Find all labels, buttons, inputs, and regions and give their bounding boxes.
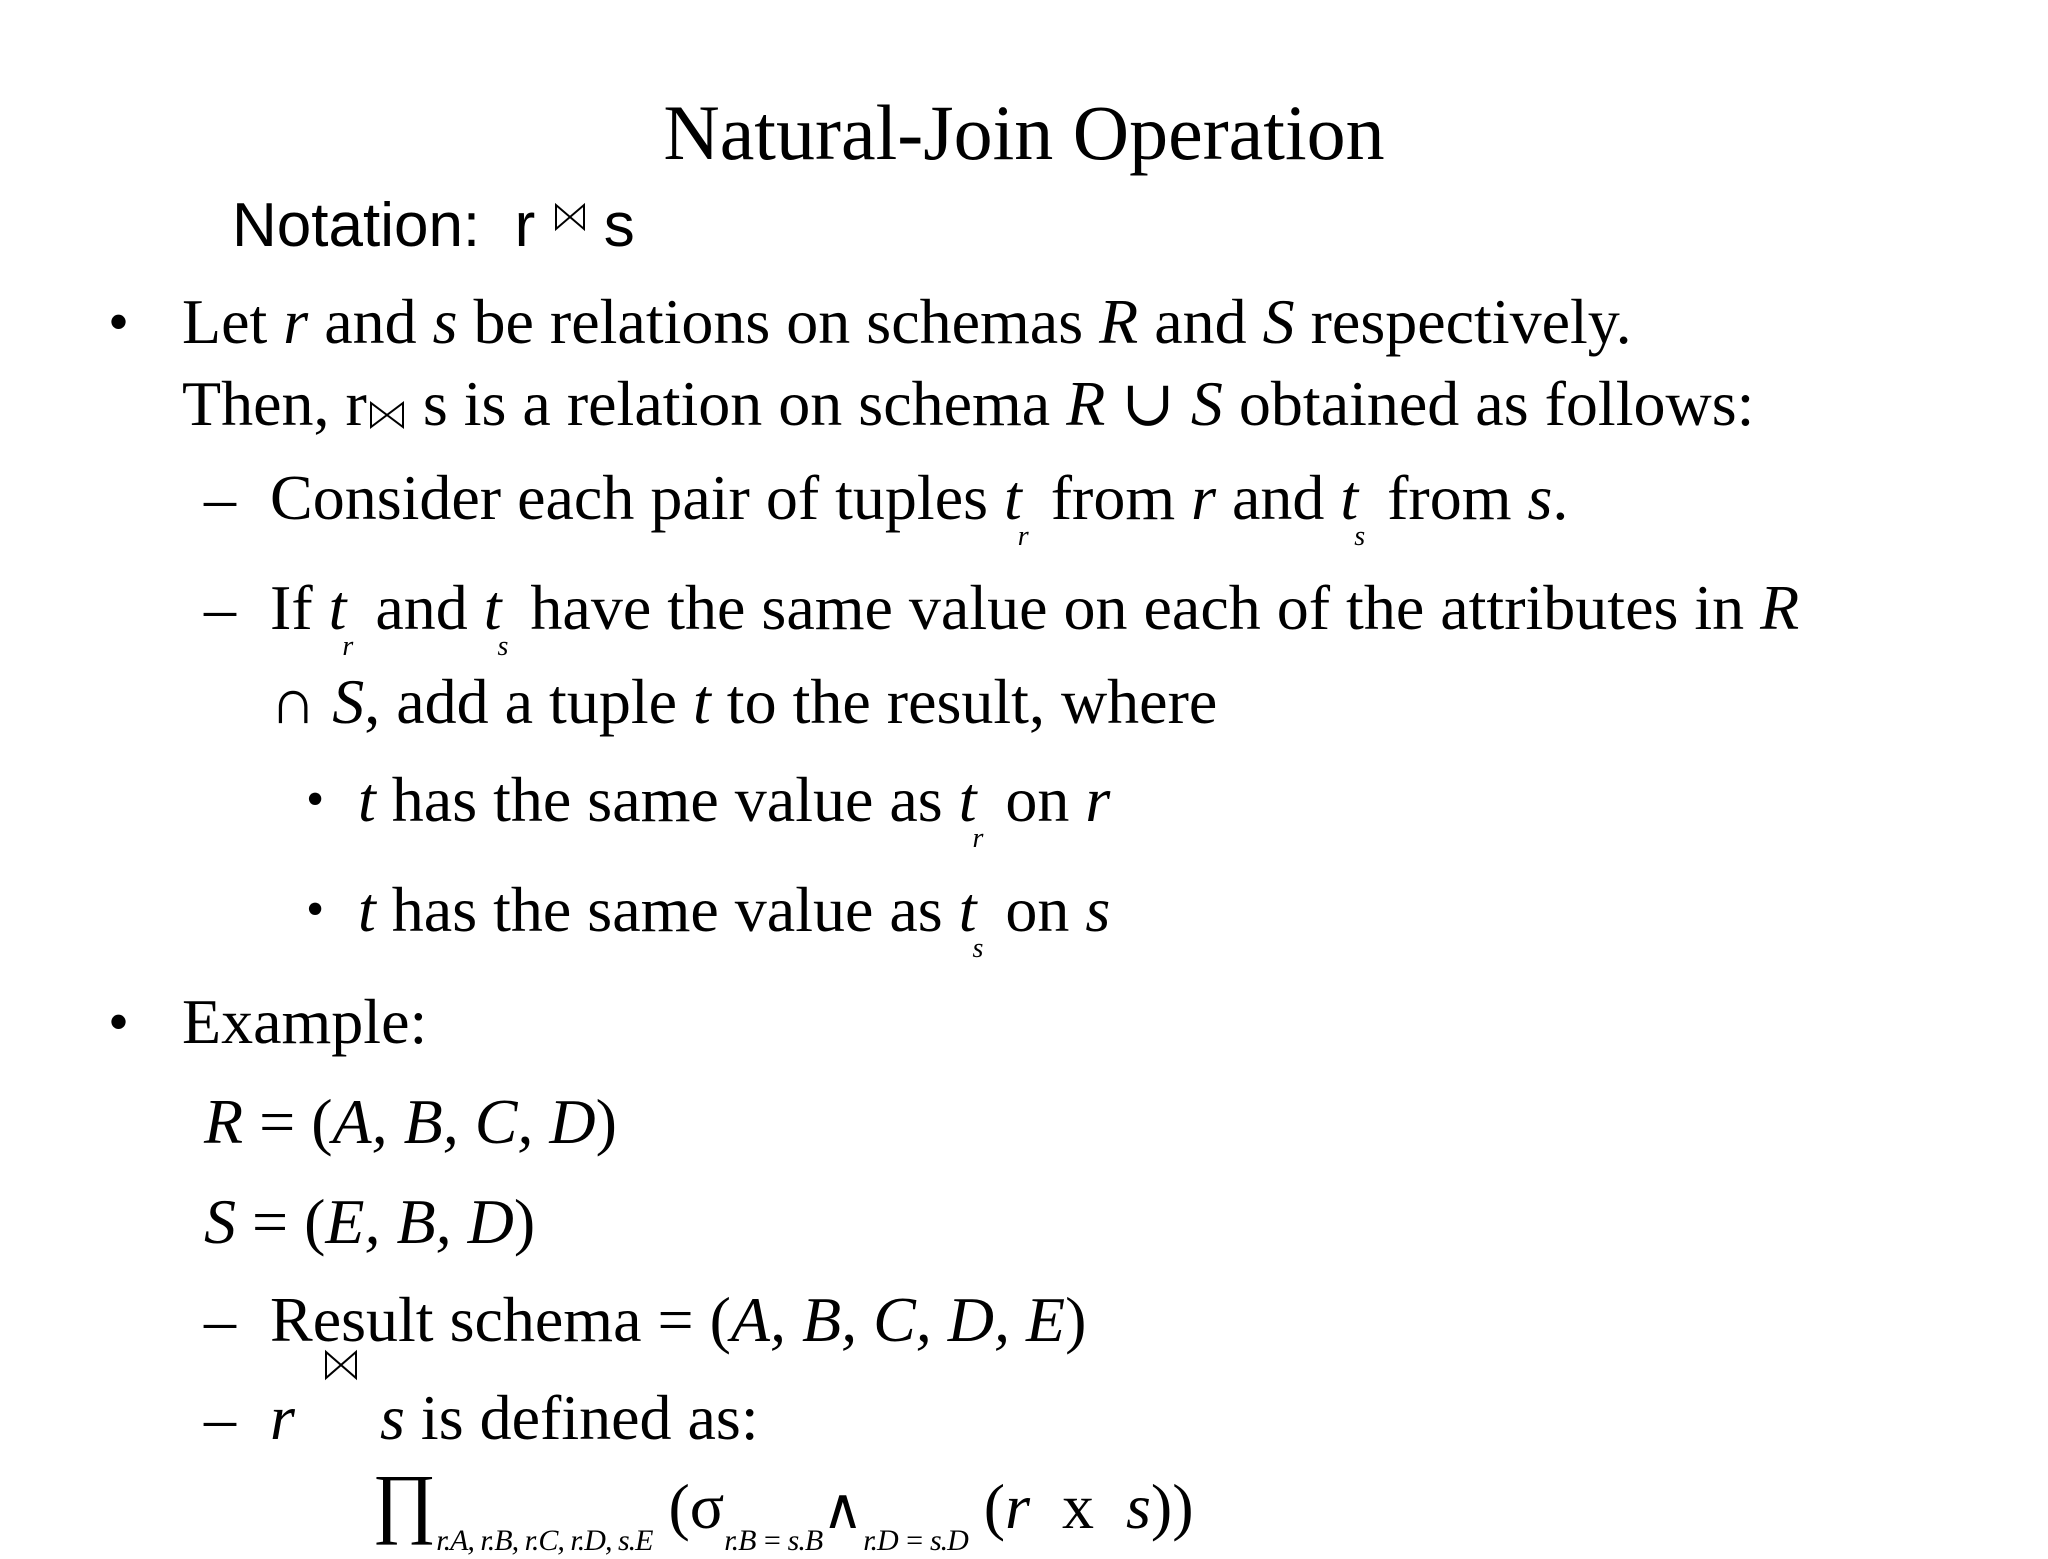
natural-join-icon bbox=[553, 202, 587, 232]
example-join-defined: s is defined as: bbox=[380, 1382, 759, 1453]
bullet-dot: • bbox=[108, 289, 130, 355]
bullet-dot: • bbox=[108, 989, 130, 1055]
bullet-example: Example: bbox=[182, 986, 428, 1057]
example-s-schema: S = (E, B, D) bbox=[204, 1186, 536, 1257]
small-bullet-dot: • bbox=[306, 881, 325, 938]
slide-title: Natural-Join Operation bbox=[663, 89, 1385, 176]
small-bullet-dot: • bbox=[306, 771, 325, 828]
example-r-schema: R = (A, B, C, D) bbox=[204, 1086, 617, 1157]
projection-subscript: r.A, r.B, r.C, r.D, s.E bbox=[436, 1524, 653, 1557]
notation-r: r bbox=[514, 191, 536, 260]
projection-symbol: ∏ bbox=[372, 1458, 437, 1545]
example-result-schema: Result schema = (A, B, C, D, E) bbox=[270, 1284, 1087, 1355]
dash-marker: – bbox=[204, 1382, 236, 1453]
selection-subscript-1: r.B = s.B bbox=[724, 1524, 823, 1557]
notation-line bbox=[232, 188, 635, 264]
example-formula: $\prod_{r.A, r.B, r.C, r.D, s.E}$ ($\sigma_{r.B = s.B}\wedge_{r.D = s.D}$ (r x s)) bbox=[372, 1458, 1194, 1557]
sub-bullet-consider: Consider each pair of tuples $t_r$ from r and $t_s$ from s. bbox=[270, 462, 1569, 552]
sub-bullet-if-line-2: ∩ S, add a tuple t to the result, where bbox=[270, 666, 1218, 737]
sub-bullet-if-line-1: If $t_r$ and $t_s$ have the same value on each of the attributes in R bbox=[270, 572, 1800, 662]
bullet-1-line-1: Let r and s be relations on schemas R and S respectively. bbox=[182, 286, 1632, 357]
dash-marker: – bbox=[204, 462, 236, 533]
natural-join-icon bbox=[367, 397, 407, 431]
dash-marker: – bbox=[204, 1284, 236, 1355]
example-r-variable: r bbox=[270, 1382, 295, 1453]
sub-sub-bullet-tr: t has the same value as $t_r$ on r bbox=[358, 764, 1111, 854]
notation-label: Notation: bbox=[232, 191, 481, 260]
bullet-1-line-2: Then, r s is a relation on schema R ∪ S obtained as follows: bbox=[182, 368, 1755, 439]
natural-join-icon bbox=[322, 1348, 360, 1382]
dash-marker: – bbox=[204, 572, 236, 643]
selection-subscript-2: r.D = s.D bbox=[863, 1524, 968, 1557]
notation-s: s bbox=[603, 191, 635, 260]
sub-sub-bullet-ts: t has the same value as $t_s$ on s bbox=[358, 874, 1111, 964]
and-symbol: ∧ bbox=[822, 1479, 864, 1541]
